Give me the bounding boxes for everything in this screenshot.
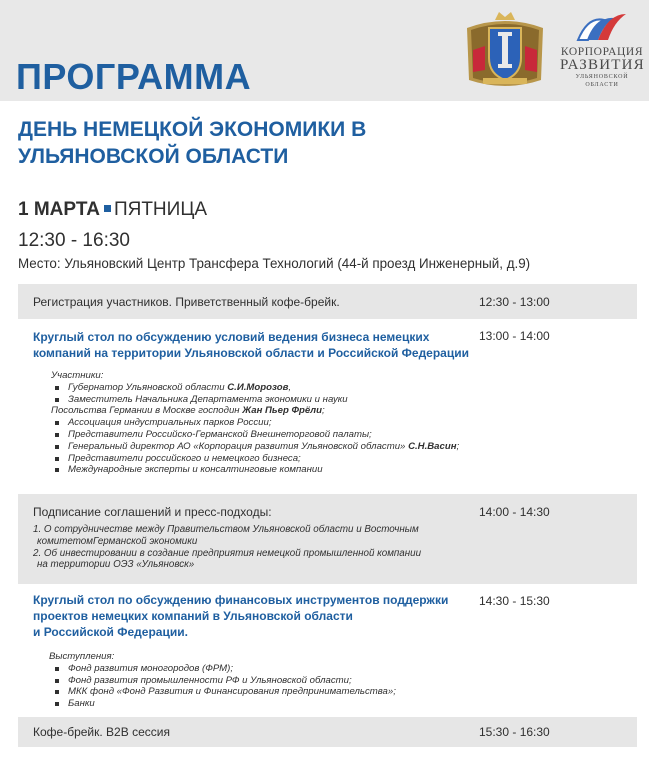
round1-time: 13:00 - 14:00 [479, 329, 550, 343]
round2-title-line2: проектов немецких компаний в Ульяновской области [33, 609, 353, 623]
round2-time: 14:30 - 15:30 [479, 594, 550, 608]
list-item [51, 429, 459, 441]
list-item [51, 698, 396, 710]
corporation-ribbon-icon [574, 10, 630, 44]
corp-logo-line3: УЛЬЯНОВСКОЙ ОБЛАСТИ [575, 74, 629, 88]
round2-title [33, 592, 463, 640]
list-item [51, 663, 396, 675]
list-item [51, 686, 396, 698]
schedule-row-coffee [18, 717, 637, 747]
item-text: Фонд развития моногородов (ФРМ); [68, 662, 234, 674]
signing-time: 14:00 - 14:30 [479, 505, 550, 519]
item-text: Заместитель Начальника Департамента экономики и науки [68, 393, 348, 405]
event-title-line2: УЛЬЯНОВСКОЙ ОБЛАСТИ [18, 145, 289, 168]
item-tail: ; [456, 440, 460, 452]
round1-participants [51, 370, 459, 476]
round1-title [33, 329, 469, 361]
agreement-line: 1. О сотрудничестве между Правительством Ульяновской области и Восточным [33, 524, 419, 535]
item-tail: ; [322, 405, 325, 417]
round1-title-line1: Круглый стол по обсуждению условий ведения бизнеса немецких [33, 330, 430, 344]
schedule-row-registration [18, 284, 637, 319]
item-text: Международные эксперты и консалтинговые компании [68, 464, 323, 476]
signing-title: Подписание соглашений и пресс-подходы: [33, 505, 272, 519]
person-name: Жан Пьер Фрёли [242, 405, 322, 417]
corp-logo-line2: РАЗВИТИЯ [560, 57, 645, 73]
item-text: Представители Российско-Германской Внешнеторговой палаты; [68, 428, 372, 440]
registration-time: 12:30 - 13:00 [479, 295, 550, 309]
round1-title-line2: компаний на территории Ульяновской области и Российской Федерации [33, 346, 469, 360]
list-item [51, 394, 459, 406]
item-tail: , [288, 381, 292, 393]
list-item [51, 675, 396, 687]
date-text: 1 МАРТА [18, 199, 100, 220]
list-item [51, 453, 459, 465]
agreement-line: комитетомГерманской экономики [37, 535, 198, 547]
event-title-line1: ДЕНЬ НЕМЕЦКОЙ ЭКОНОМИКИ В [18, 118, 367, 141]
schedule-row-round-table-2 [18, 584, 637, 717]
item-text: Фонд развития промышленности РФ и Ульяновской области; [68, 674, 352, 686]
schedule-row-round-table-1 [18, 319, 637, 494]
event-date [18, 198, 207, 222]
participants-heading: Участники: [51, 370, 104, 381]
list-item [51, 382, 459, 394]
person-name: С.Н.Васин [408, 440, 457, 452]
coat-of-arms-icon [463, 10, 547, 90]
signing-agreements [33, 524, 421, 571]
speakers-heading: Выступления: [49, 651, 115, 662]
list-item [51, 464, 459, 476]
page-title: ПРОГРАММА [16, 56, 252, 97]
list-item-unbulleted [51, 405, 459, 417]
item-text: Генеральный директор АО «Корпорация развития Ульяновской области» [68, 440, 409, 452]
coffee-text: Кофе-брейк. B2B сессия [33, 725, 170, 739]
list-item [51, 441, 459, 453]
item-text: Представители российского и немецкого бизнеса; [68, 452, 301, 464]
round2-title-line1: Круглый стол по обсуждению финансовых инструментов поддержки [33, 593, 449, 607]
corporation-logo [560, 10, 644, 92]
event-time: 12:30 - 16:30 [18, 230, 130, 251]
item-text: Посольства Германии в Москве господин [51, 405, 243, 417]
corp-logo-line1: КОРПОРАЦИЯ [560, 46, 644, 58]
coffee-time: 15:30 - 16:30 [479, 725, 550, 739]
weekday-text: ПЯТНИЦА [113, 199, 208, 220]
registration-text: Регистрация участников. Приветственный кофе-брейк. [33, 295, 340, 309]
item-text: МКК фонд «Фонд Развития и Финансирования предпринимательства»; [68, 686, 396, 698]
round2-title-line3: и Российской Федерации. [33, 625, 188, 639]
list-item [51, 417, 459, 429]
schedule-table [18, 284, 637, 747]
agreement-line: 2. Об инвестировании в создание предприятия немецкой промышленной компании [33, 547, 422, 559]
person-name: С.И.Морозов [227, 381, 289, 393]
schedule-row-signing [18, 494, 637, 584]
round2-speakers [51, 651, 396, 710]
agreement-line: на территории ОЭЗ «Ульяновск» [37, 559, 195, 571]
event-place: Место: Ульяновский Центр Трансфера Технологий (44-й проезд Инженерный, д.9) [18, 256, 531, 271]
item-text: Банки [68, 698, 95, 710]
event-title [18, 116, 538, 170]
item-text: Губернатор Ульяновской области [68, 381, 228, 393]
square-bullet-icon [104, 205, 111, 212]
item-text: Ассоциация индустриальных парков России; [68, 417, 272, 429]
